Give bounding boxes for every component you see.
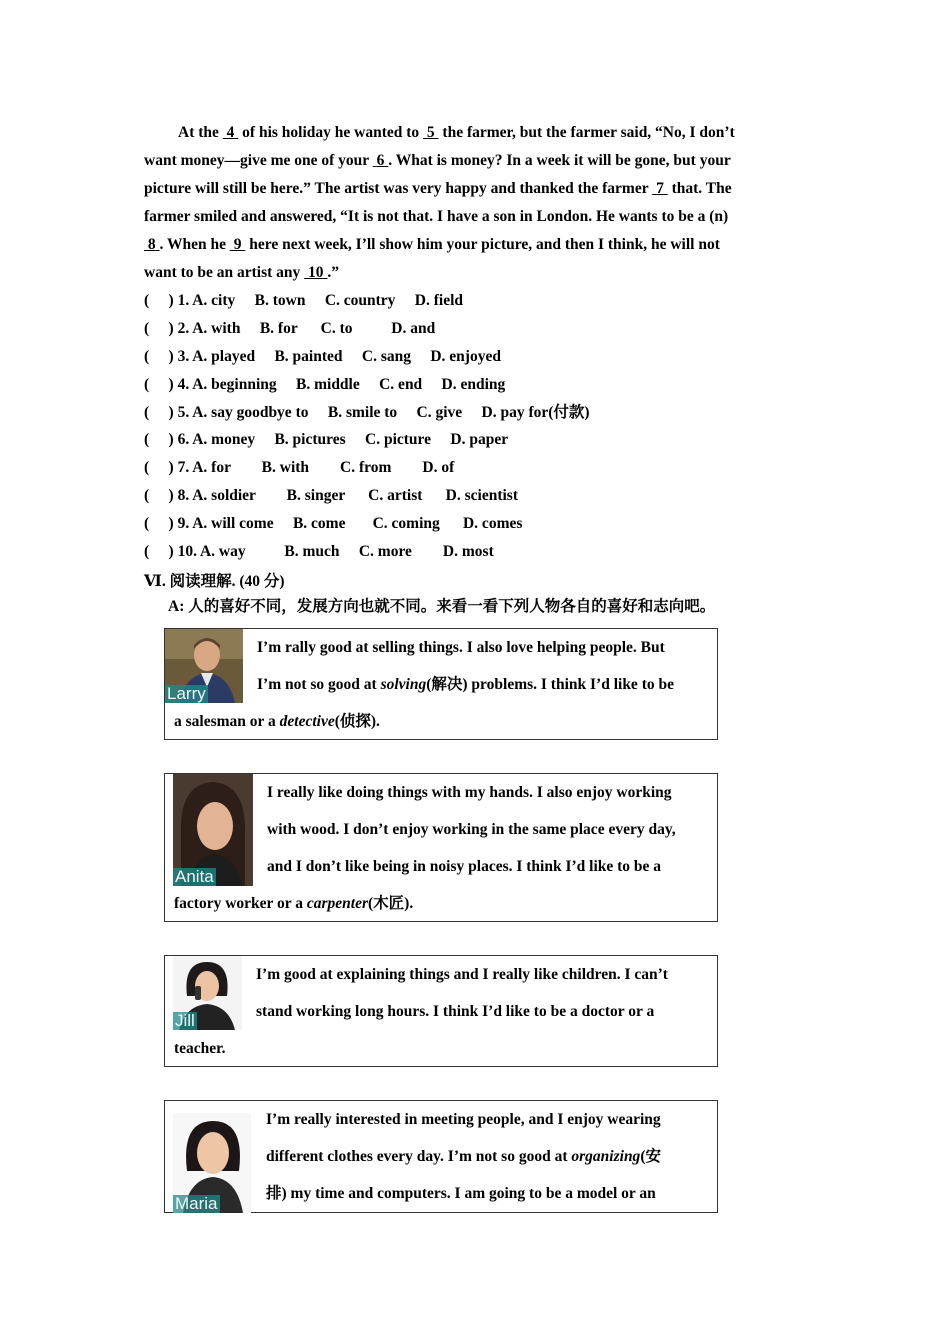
blank-6: 6 <box>376 152 385 169</box>
passage-line-3: picture will still be here.” The artist was very happy and thanked the farmer 7 that. The <box>144 180 732 197</box>
person-card-maria <box>164 1100 718 1213</box>
jill-line-3: teacher. <box>174 1040 226 1057</box>
jill-name-label: Jill <box>175 1011 195 1030</box>
passage-line-4: farmer smiled and answered, “It is not that. I have a son in London. He wants to be a (n) <box>144 208 729 225</box>
larry-photo <box>165 629 243 703</box>
passage-line-6: want to be an artist any 10 .” <box>144 264 340 281</box>
maria-name-label: Maria <box>175 1194 218 1213</box>
passage-line-2: want money—give me one of your 6 . What is money? In a week it will be gone, but your <box>144 152 731 169</box>
maria-line-1: I’m really interested in meeting people, and I enjoy wearing <box>266 1111 661 1128</box>
person-card-jill <box>164 955 718 1067</box>
blank-8: 8 <box>147 236 156 253</box>
person-card-larry <box>164 628 718 740</box>
question-2: ( ) 2. A. with B. for C. to D. and <box>144 320 436 337</box>
larry-line-1: I’m rally good at selling things. I also love helping people. But <box>257 639 665 656</box>
question-10: ( ) 10. A. way B. much C. more D. most <box>144 543 494 560</box>
maria-line-2: different clothes every day. I’m not so good at organizing(安 <box>266 1148 661 1165</box>
question-5: ( ) 5. A. say goodbye to B. smile to C. give D. pay for(付款) <box>144 404 590 421</box>
question-8: ( ) 8. A. soldier B. singer C. artist D. scientist <box>144 487 518 504</box>
cloze-passage <box>144 119 804 287</box>
anita-line-4: factory worker or a carpenter(木匠). <box>174 895 414 912</box>
anita-photo <box>173 774 253 886</box>
blank-5: 5 <box>426 124 435 141</box>
maria-photo <box>173 1113 251 1213</box>
jill-photo <box>173 956 242 1030</box>
anita-line-3: and I don’t like being in noisy places. I think I’d like to be a <box>267 858 662 875</box>
larry-line-2: I’m not so good at solving(解决) problems. I think I’d like to be <box>257 676 674 693</box>
person-card-anita <box>164 773 718 922</box>
jill-line-1: I’m good at explaining things and I really like children. I can’t <box>256 966 668 983</box>
blank-7: 7 <box>656 180 664 197</box>
anita-line-1: I really like doing things with my hands. I also enjoy working <box>267 784 672 801</box>
passage-line-5: 8 . When he 9 here next week, I’ll show him your picture, and then I think, he will not <box>144 231 804 259</box>
blank-9: 9 <box>233 236 242 253</box>
blank-10: 10 <box>308 264 324 281</box>
question-3: ( ) 3. A. played B. painted C. sang D. enjoyed <box>144 348 501 365</box>
larry-line-3: a salesman or a detective(侦探). <box>174 713 380 730</box>
section-subtitle: A: 人的喜好不同，发展方向也就不同。来看一看下列人物各自的喜好和志向吧。 <box>168 598 716 615</box>
question-1: ( ) 1. A. city B. town C. country D. field <box>144 292 464 309</box>
maria-line-3: 排) my time and computers. I am going to be a model or an <box>266 1185 656 1202</box>
question-6: ( ) 6. A. money B. pictures C. picture D. paper <box>144 431 509 448</box>
question-4: ( ) 4. A. beginning B. middle C. end D. ending <box>144 376 506 393</box>
anita-line-2: with wood. I don’t enjoy working in the same place every day, <box>267 821 676 838</box>
section-title: Ⅵ. 阅读理解. (40 分) <box>144 573 285 590</box>
passage-line-1: At the 4 of his holiday he wanted to 5 the farmer, but the farmer said, “No, I don’t <box>178 124 735 141</box>
blank-4: 4 <box>226 124 235 141</box>
question-9: ( ) 9. A. will come B. come C. coming D. comes <box>144 515 523 532</box>
question-7: ( ) 7. A. for B. with C. from D. of <box>144 459 455 476</box>
jill-line-2: stand working long hours. I think I’d like to be a doctor or a <box>256 1003 655 1020</box>
anita-name-label: Anita <box>175 867 214 886</box>
larry-name-label: Larry <box>167 684 206 703</box>
